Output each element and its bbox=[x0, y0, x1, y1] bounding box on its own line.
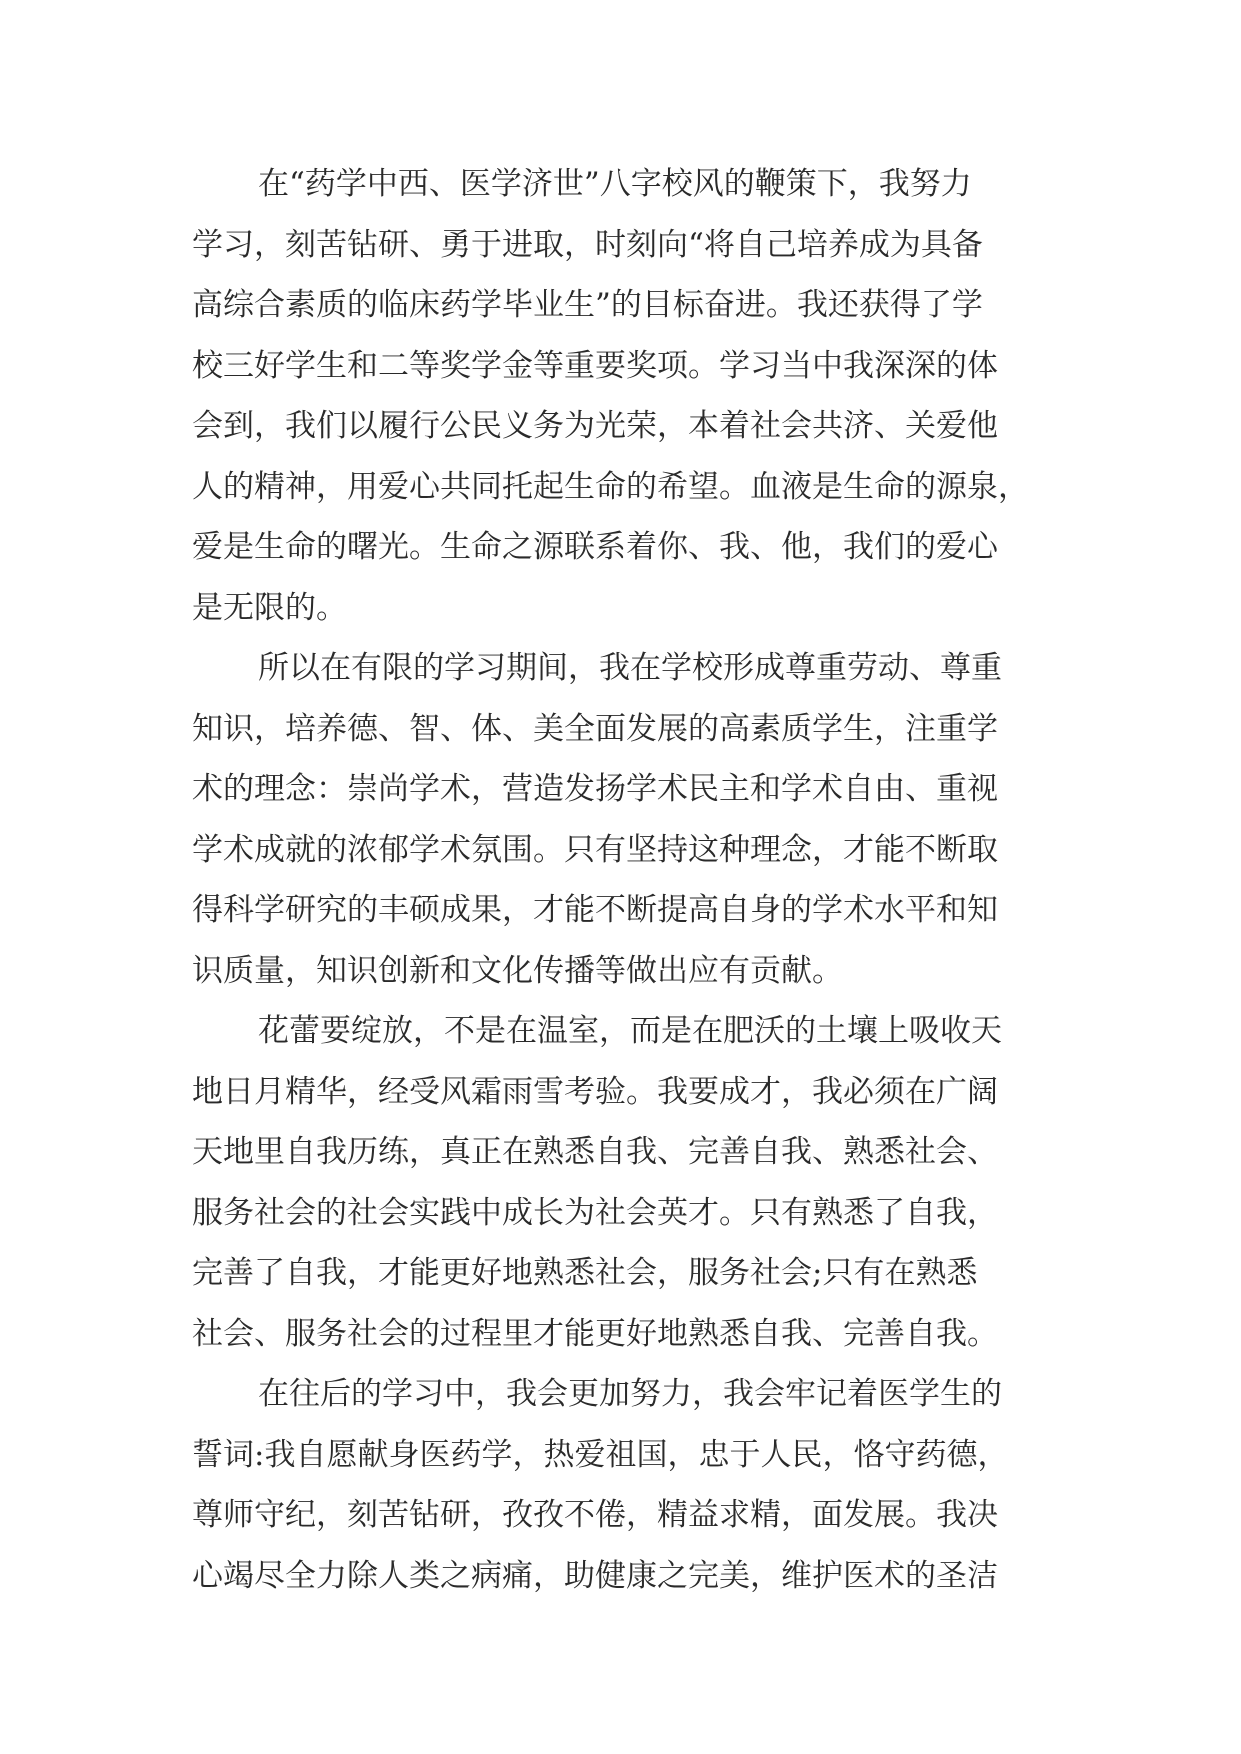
paragraph-1-line-2: 学习，刻苦钻研、勇于进取，时刻向“将自己培养成为具备 bbox=[192, 226, 983, 263]
paragraph-4-line-3: 尊师守纪，刻苦钻研，孜孜不倦，精益求精，面发展。我决 bbox=[192, 1497, 998, 1533]
paragraph-3-line-1: 花蕾要绽放，不是在温室，而是在肥沃的土壤上吸收天 bbox=[258, 1013, 1002, 1049]
paragraph-3-line-2: 地日月精华，经受风霜雨雪考验。我要成才，我必须在广阔 bbox=[192, 1073, 998, 1110]
paragraph-4-line-1: 在往后的学习中，我会更加努力，我会牢记着医学生的 bbox=[258, 1376, 1002, 1412]
paragraph-1-line-4: 校三好学生和二等奖学金等重要奖项。学习当中我深深的体 bbox=[192, 347, 998, 384]
paragraph-1-line-3: 高综合素质的临床药学毕业生”的目标奋进。我还获得了学 bbox=[192, 287, 983, 323]
paragraph-4-line-2: 誓词:我自愿献身医药学，热爱祖国，忠于人民，恪守药德， bbox=[192, 1436, 1009, 1473]
paragraph-3-line-5: 完善了自我，才能更好地熟悉社会，服务社会;只有在熟悉 bbox=[192, 1255, 978, 1291]
paragraph-1-line-8: 是无限的。 bbox=[192, 589, 347, 626]
paragraph-4-line-4: 心竭尽全力除人类之病痛，助健康之完美，维护医术的圣洁 bbox=[192, 1557, 998, 1594]
paragraph-1-line-6: 人的精神，用爱心共同托起生命的希望。血液是生命的源泉， bbox=[192, 468, 1029, 505]
paragraph-2-line-6: 识质量，知识创新和文化传播等做出应有贡献。 bbox=[192, 952, 843, 989]
paragraph-2-line-4: 学术成就的浓郁学术氛围。只有坚持这种理念，才能不断取 bbox=[192, 831, 998, 868]
paragraph-2-line-2: 知识，培养德、智、体、美全面发展的高素质学生，注重学 bbox=[192, 710, 998, 747]
paragraph-1-line-5: 会到，我们以履行公民义务为光荣，本着社会共济、关爱他 bbox=[192, 408, 998, 444]
paragraph-3-line-6: 社会、服务社会的过程里才能更好地熟悉自我、完善自我。 bbox=[192, 1315, 998, 1352]
paragraph-3-line-3: 天地里自我历练，真正在熟悉自我、完善自我、熟悉社会、 bbox=[192, 1134, 998, 1170]
paragraph-2-line-5: 得科学研究的丰硕成果，才能不断提高自身的学术水平和知 bbox=[192, 892, 998, 928]
paragraph-2-line-3: 术的理念：崇尚学术，营造发扬学术民主和学术自由、重视 bbox=[192, 771, 998, 807]
paragraph-3-line-4: 服务社会的社会实践中成长为社会英才。只有熟悉了自我， bbox=[192, 1194, 998, 1231]
document-body bbox=[192, 154, 1072, 1606]
paragraph-1-line-7: 爱是生命的曙光。生命之源联系着你、我、他，我们的爱心 bbox=[192, 529, 998, 565]
paragraph-2-line-1: 所以在有限的学习期间，我在学校形成尊重劳动、尊重 bbox=[258, 650, 1002, 686]
paragraph-1-line-1: 在“药学中西、医学济世”八字校风的鞭策下，我努力 bbox=[258, 166, 972, 202]
